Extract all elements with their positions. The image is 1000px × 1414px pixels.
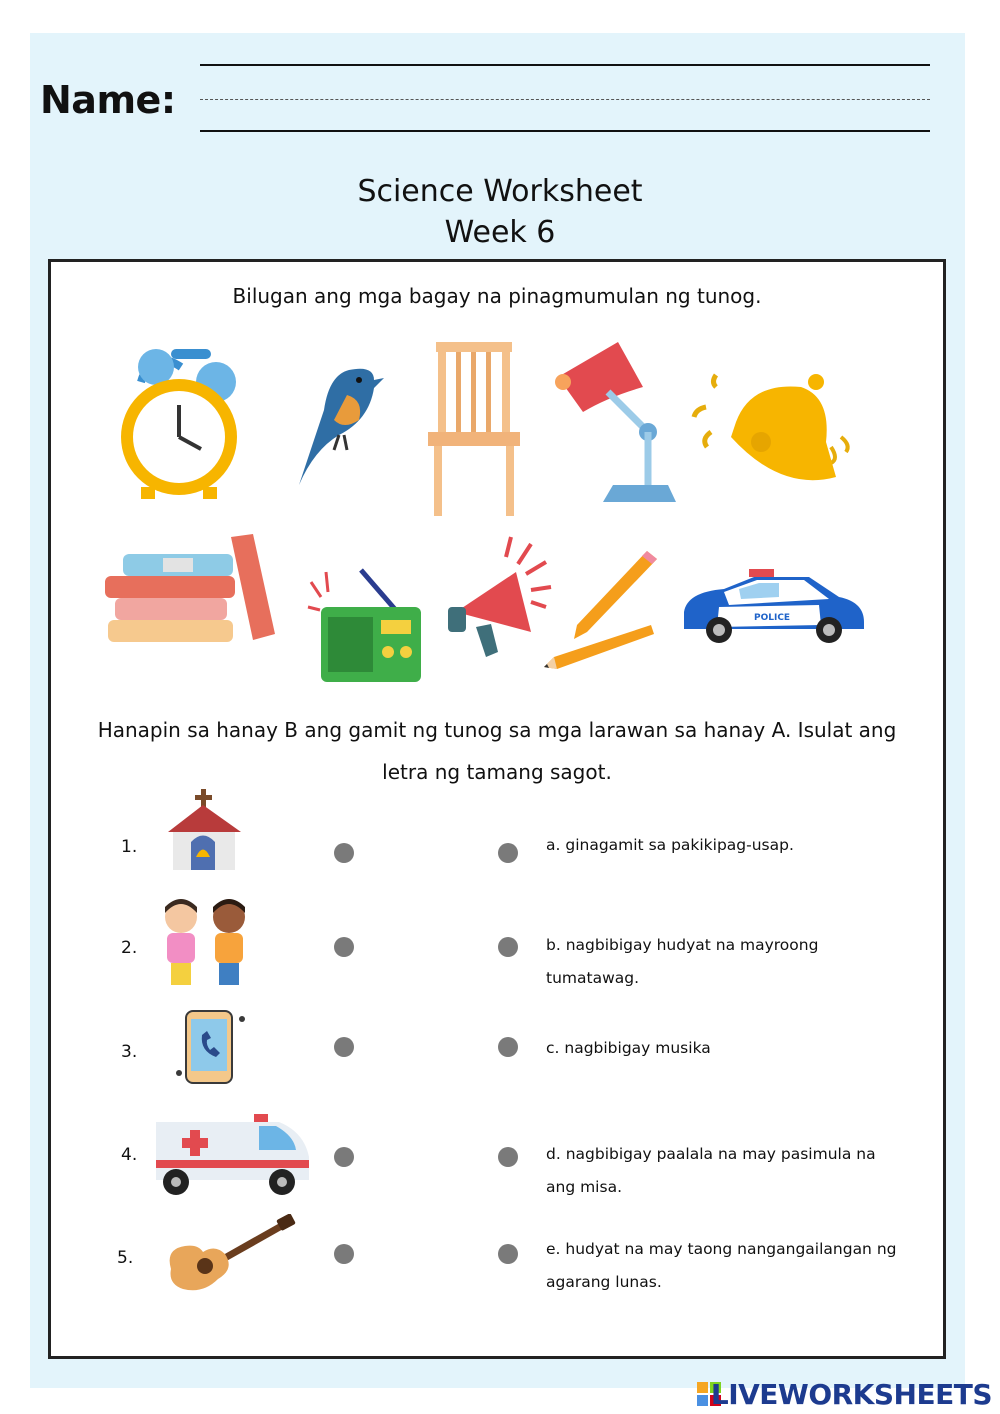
part2-instruction-line1: Hanapin sa hanay B ang gamit ng tunog sa mga larawan sa hanay A. Isulat ang [97,718,897,742]
row-number: 1. [121,837,138,857]
column-b-dot[interactable] [498,1244,518,1264]
column-b-dot[interactable] [498,1147,518,1167]
police-car-text: POLICE [754,613,791,623]
police-car-icon[interactable] [679,567,869,647]
column-b-dot[interactable] [498,843,518,863]
column-a-dot[interactable] [334,1147,354,1167]
name-bottom-line [200,130,930,132]
row-number: 5. [117,1248,134,1268]
desk-lamp-icon[interactable] [548,337,678,507]
ringing-phone-icon[interactable] [174,1007,249,1087]
church-bell-icon[interactable] [163,787,248,872]
guitar-icon[interactable] [163,1214,298,1294]
radio-icon[interactable] [306,562,426,687]
name-writing-line[interactable] [200,99,930,100]
alarm-clock-icon[interactable] [111,337,261,507]
books-icon[interactable] [103,532,278,647]
choice-b: b. nagbibigay hudyat na mayroong tumatawag. [546,936,819,987]
chair-icon[interactable] [424,337,524,519]
children-talking-icon[interactable] [151,895,261,995]
column-a-dot[interactable] [334,1244,354,1264]
column-a-dot[interactable] [334,843,354,863]
bird-icon[interactable] [289,350,389,490]
part2-instruction-line2: letra ng tamang sagot. [382,760,612,784]
row-number: 4. [121,1145,138,1165]
column-b-dot[interactable] [498,1037,518,1057]
ambulance-icon[interactable] [154,1112,312,1197]
worksheet-subtitle: Week 6 [444,215,556,250]
part1-instruction: Bilugan ang mga bagay na pinagmumulan ng tunog. [232,284,762,308]
name-label: Name: [40,78,176,122]
row-number: 3. [121,1042,138,1062]
choice-d: d. nagbibigay paalala na may pasimula na ang misa. [546,1145,876,1196]
pencils-icon[interactable] [539,547,664,677]
choice-a: a. ginagamit sa pakikipag-usap. [546,836,794,854]
worksheet-title: Science Worksheet [357,174,643,209]
bell-icon[interactable] [691,367,861,492]
liveworksheets-brand[interactable]: LIVEWORKSHEETS [710,1378,992,1411]
name-top-line [200,64,930,66]
choice-e: e. hudyat na may taong nangangailangan ng agarang lunas. [546,1240,897,1291]
row-number: 2. [121,938,138,958]
column-a-dot[interactable] [334,937,354,957]
column-b-dot[interactable] [498,937,518,957]
column-a-dot[interactable] [334,1037,354,1057]
choice-c: c. nagbibigay musika [546,1039,711,1057]
